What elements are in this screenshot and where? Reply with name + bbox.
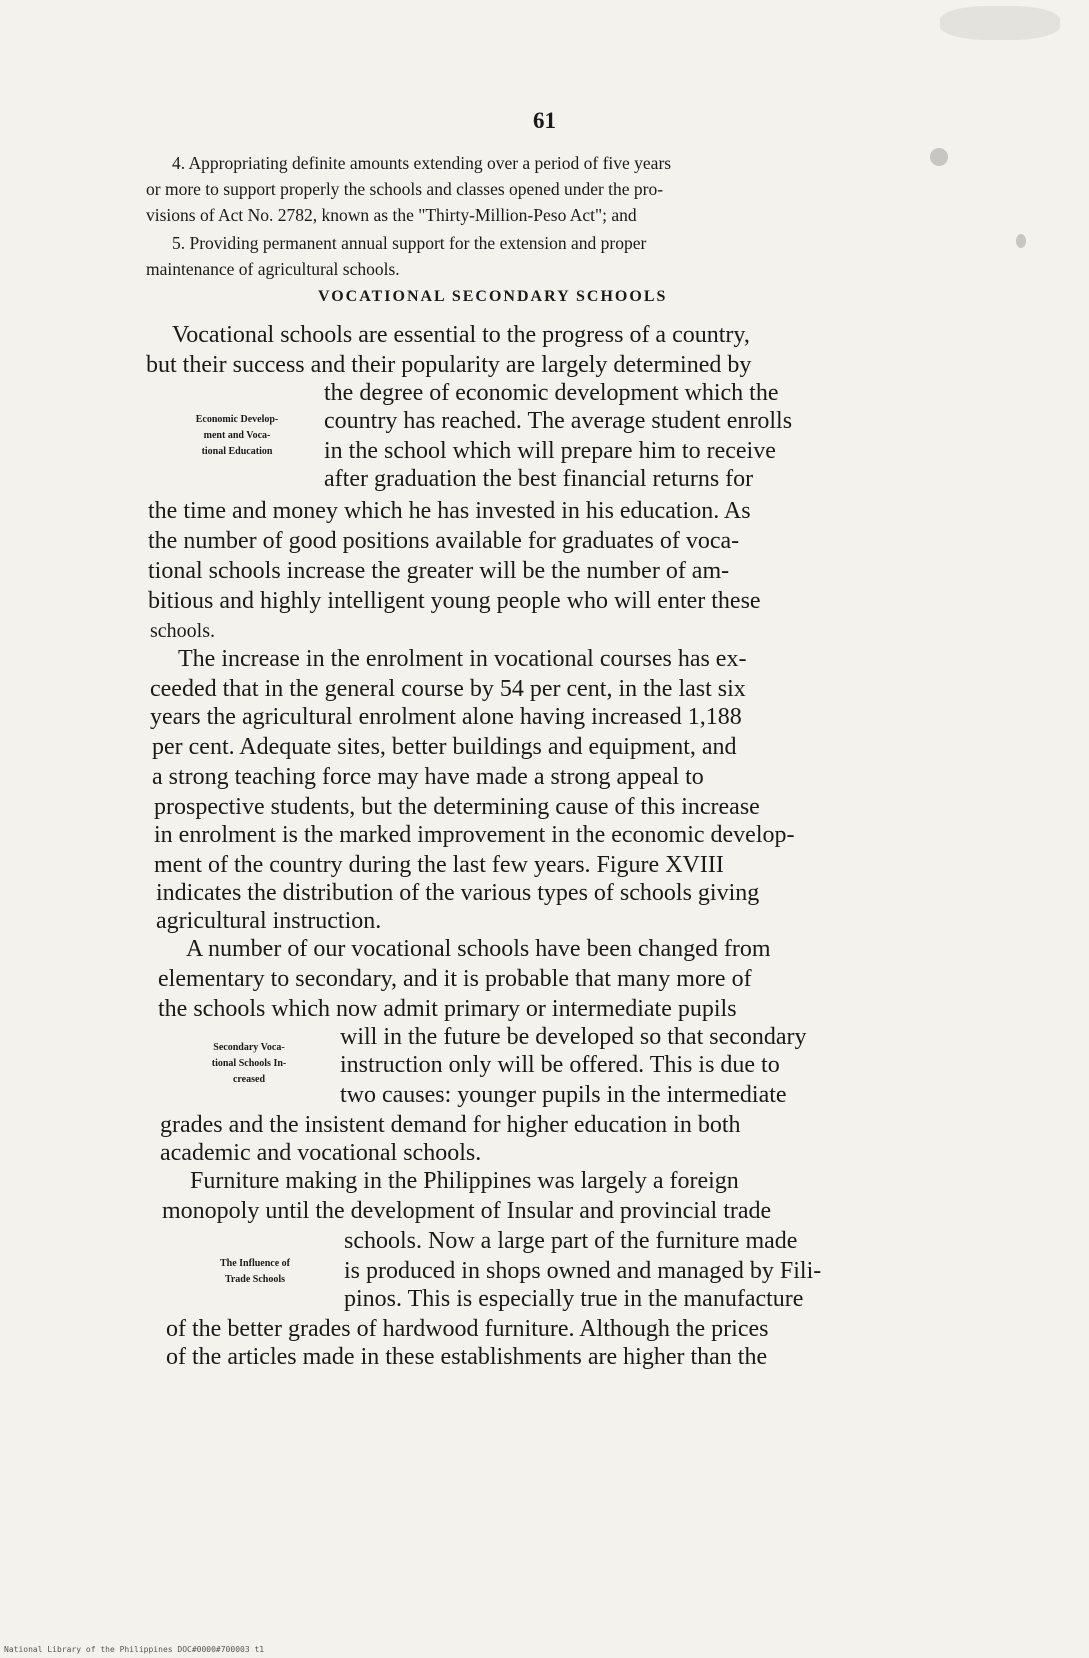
paragraph-line: The increase in the enrolment in vocational courses has ex- [178, 646, 747, 672]
paragraph-line: two causes: younger pupils in the intermediate [340, 1082, 787, 1108]
scan-speck [940, 6, 1060, 40]
paragraph-line: tional schools increase the greater will be the number of am- [148, 558, 730, 584]
paragraph-line: country has reached. The average student enrolls [324, 408, 793, 434]
paragraph-line: but their success and their popularity are largely determined by [146, 352, 752, 378]
paragraph-line: of the articles made in these establishments are higher than the [166, 1344, 768, 1370]
paragraph-line: agricultural instruction. [156, 908, 382, 934]
paragraph-line: indicates the distribution of the various types of schools giving [156, 880, 760, 906]
paragraph-line: the time and money which he has invested in his education. As [148, 498, 751, 524]
scan-speck [1016, 234, 1026, 248]
list-item-4-line: visions of Act No. 2782, known as the "Thirty-Million-Peso Act"; and [146, 205, 637, 225]
footer-attribution: National Library of the Philippines DOC#0000#700003 t1 [4, 1645, 265, 1654]
paragraph-line: monopoly until the development of Insular and provincial trade [162, 1198, 772, 1224]
sidenote-secondary-vocational: Secondary Voca- tional Schools In- creased [211, 1042, 287, 1085]
paragraph-line: of the better grades of hardwood furniture. Although the prices [166, 1316, 769, 1342]
paragraph-line: is produced in shops owned and managed by Fili- [344, 1258, 822, 1284]
list-item-4-line: or more to support properly the schools and classes opened under the pro- [146, 179, 664, 199]
section-heading: VOCATIONAL SECONDARY SCHOOLS [318, 288, 668, 305]
paragraph-line: Vocational schools are essential to the progress of a country, [172, 322, 750, 348]
paragraph-line: pinos. This is especially true in the manufacture [344, 1286, 804, 1312]
paragraph-line: schools. [150, 620, 215, 642]
paragraph-line: the schools which now admit primary or intermediate pupils [158, 996, 737, 1022]
paragraph-line: A number of our vocational schools have been changed from [186, 936, 771, 962]
paragraph-line: after graduation the best financial returns for [324, 466, 754, 492]
paragraph-line: instruction only will be offered. This is due to [340, 1052, 780, 1078]
paragraph-line: in the school which will prepare him to receive [324, 438, 776, 464]
list-item-5-line: maintenance of agricultural schools. [146, 259, 400, 279]
paragraph-line: in enrolment is the marked improvement in the economic develop- [154, 822, 795, 848]
paragraph-line: the number of good positions available for graduates of voca- [148, 528, 740, 554]
paragraph-line: schools. Now a large part of the furniture made [344, 1228, 798, 1254]
paragraph-line: elementary to secondary, and it is probable that many more of [158, 966, 752, 992]
paragraph-line: the degree of economic development which the [324, 380, 779, 406]
scan-speck [930, 148, 948, 166]
paragraph-line: academic and vocational schools. [160, 1140, 482, 1166]
paragraph-line: will in the future be developed so that secondary [340, 1024, 807, 1050]
paragraph-line: bitious and highly intelligent young people who will enter these [148, 588, 761, 614]
sidenote-economic-development: Economic Develop- ment and Voca- tional Education [195, 414, 279, 457]
paragraph-line: ceeded that in the general course by 54 per cent, in the last six [150, 676, 746, 702]
paragraph-line: ment of the country during the last few years. Figure XVIII [154, 852, 724, 878]
page-number: 61 [533, 108, 556, 133]
paragraph-line: years the agricultural enrolment alone having increased 1,188 [150, 704, 742, 730]
paragraph-line: per cent. Adequate sites, better buildings and equipment, and [152, 734, 737, 760]
paragraph-line: prospective students, but the determining cause of this increase [154, 794, 760, 820]
paragraph-line: a strong teaching force may have made a strong appeal to [152, 764, 704, 790]
paragraph-line: Furniture making in the Philippines was largely a foreign [190, 1168, 739, 1194]
list-item-4-line: 4. Appropriating definite amounts extending over a period of five years [172, 153, 672, 173]
paragraph-line: grades and the insistent demand for higher education in both [160, 1112, 741, 1138]
sidenote-trade-schools: The Influence of Trade Schools [220, 1258, 290, 1285]
list-item-5-line: 5. Providing permanent annual support for the extension and proper [172, 233, 647, 253]
